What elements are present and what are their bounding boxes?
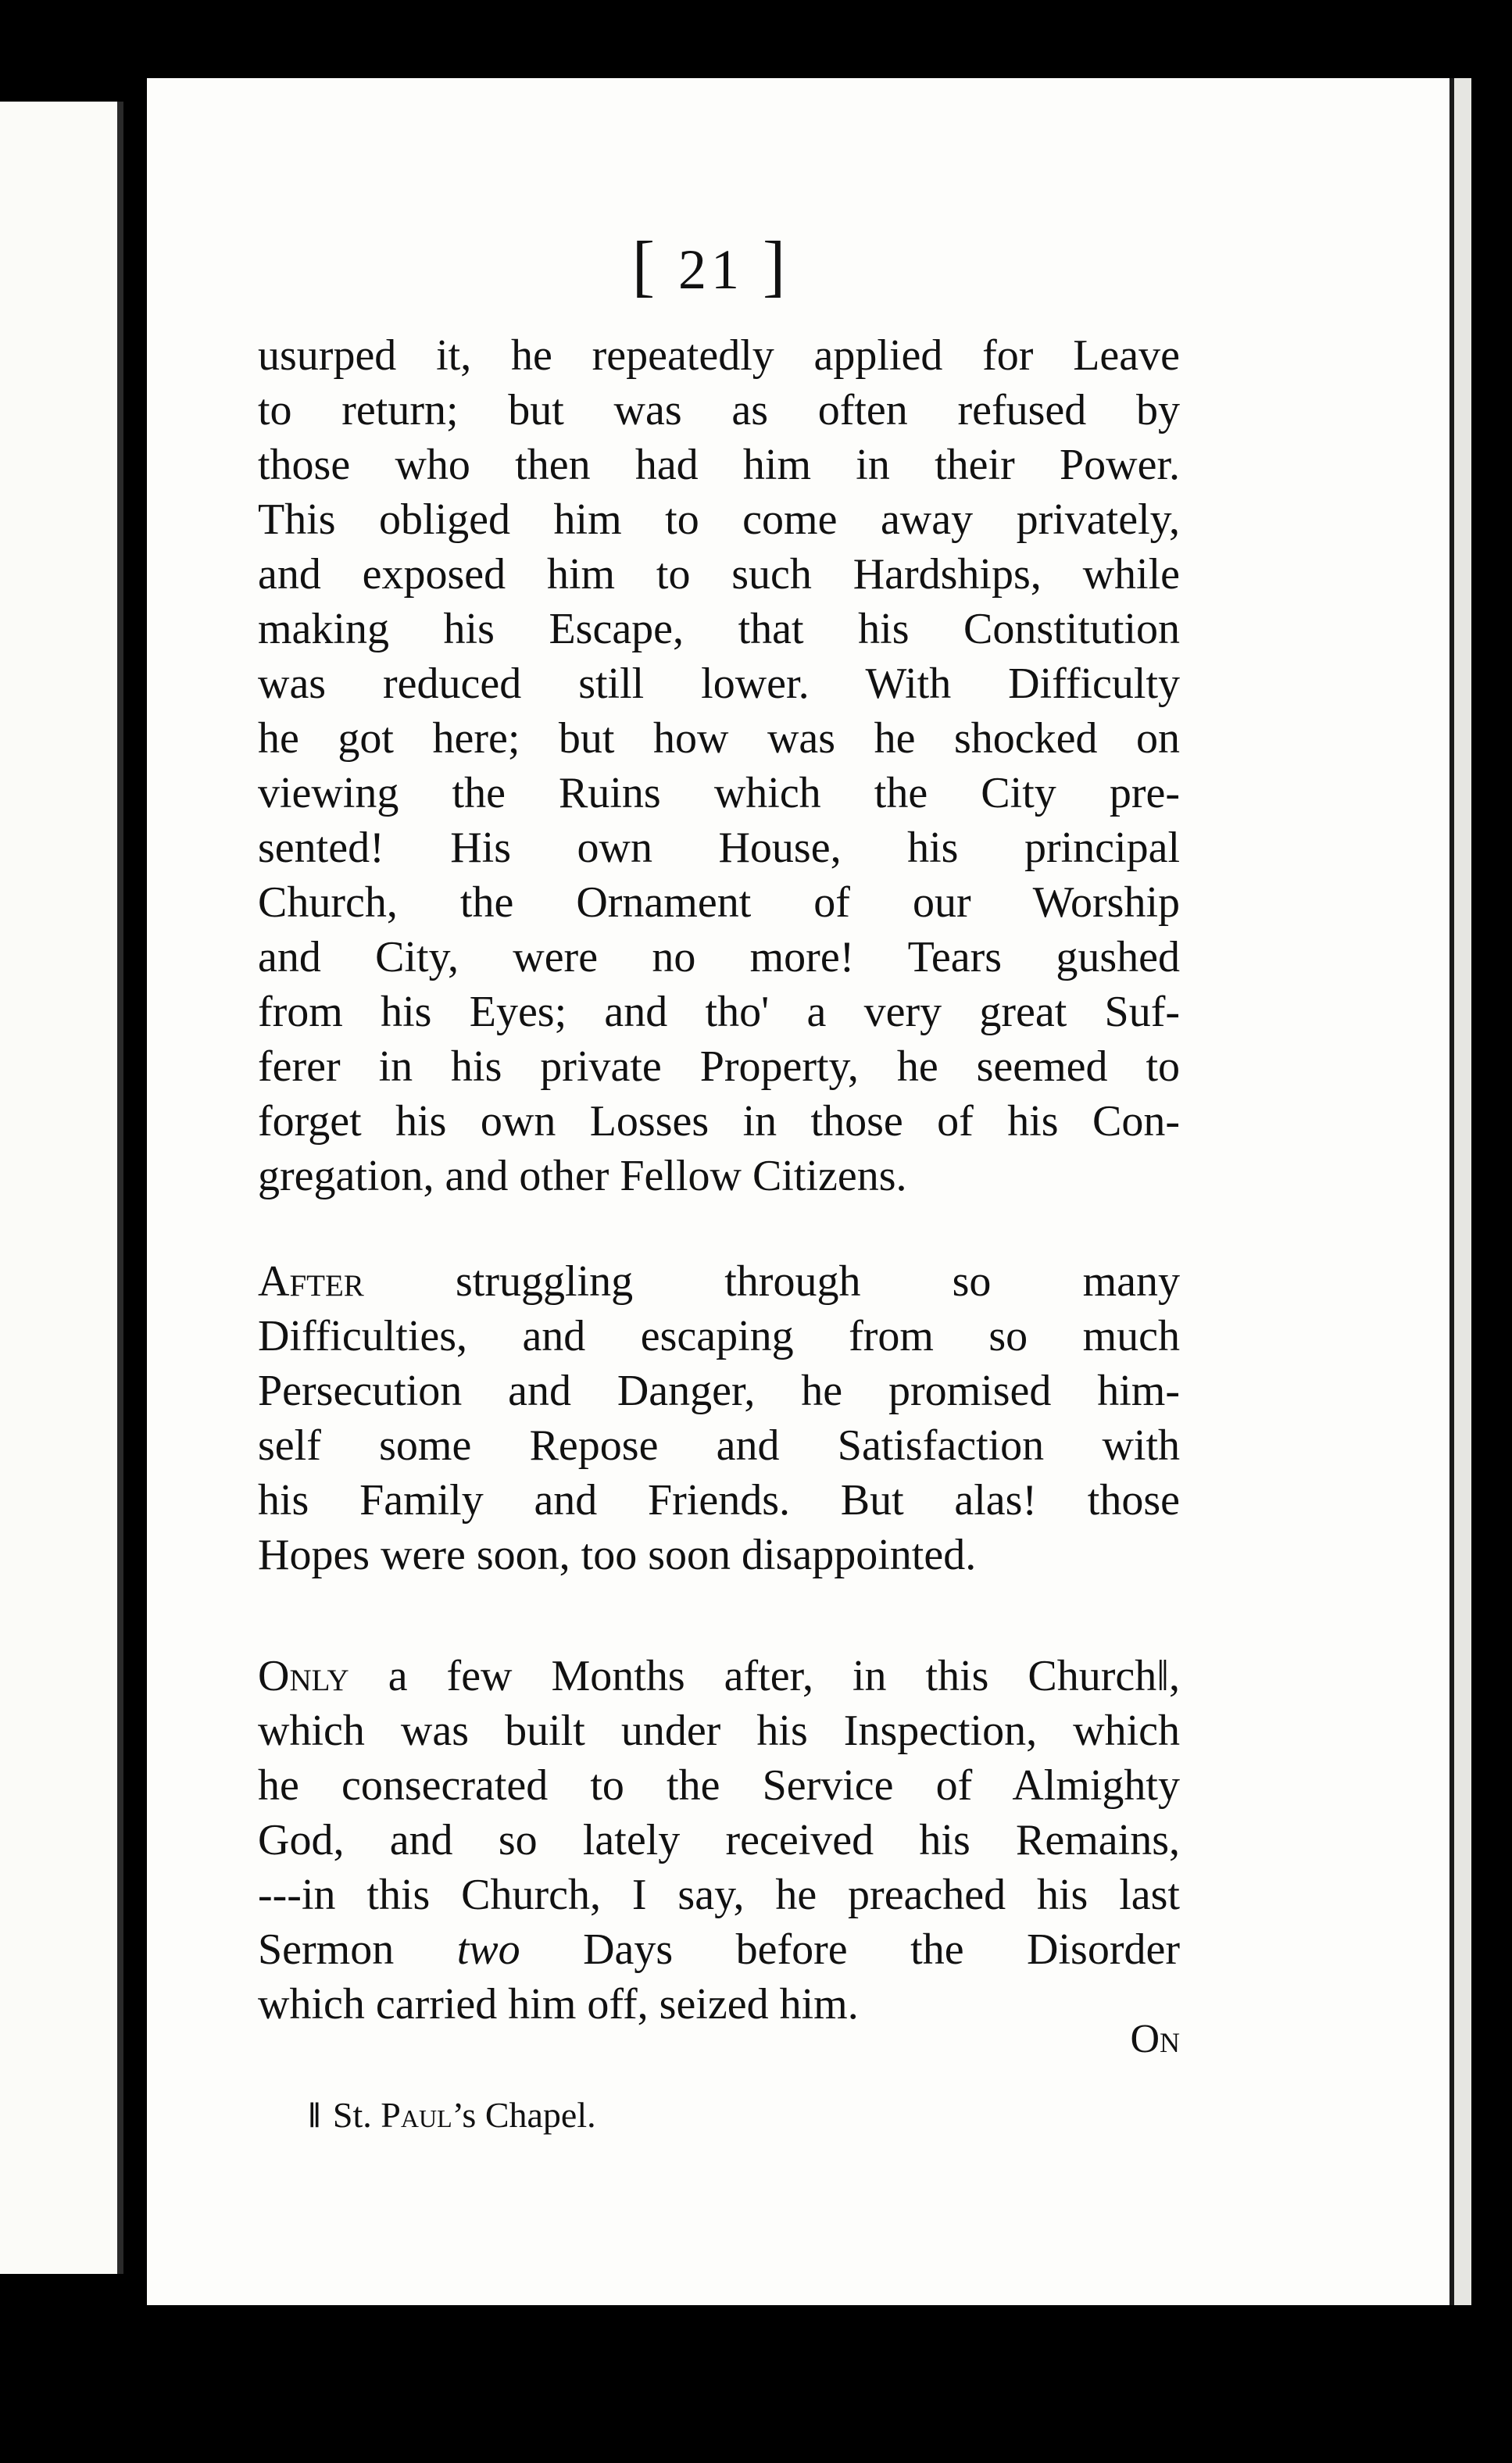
paragraph-first-line: [258, 1254, 1180, 1309]
page-number-value: 21: [678, 238, 744, 301]
text-line: Hopes were soon, too soon disappointed.: [258, 1531, 977, 1579]
text-line: he got here; but how was he shocked on: [258, 714, 1180, 763]
text-fragment: a few Months after, in this Church‖,: [349, 1652, 1180, 1700]
text-line: from his Eyes; and tho' a very great Suf-: [258, 988, 1180, 1036]
footnote-mark: ‖: [309, 2095, 320, 2135]
page-right-edge: [1449, 78, 1471, 2305]
text-line: which carried him off, seized him.: [258, 1980, 859, 2029]
text-line: This obliged him to come away privately,: [258, 495, 1180, 544]
text-line: Church, the Ornament of our Worship: [258, 878, 1180, 927]
text-line: gregation, and other Fellow Citizens.: [258, 1152, 907, 1200]
paragraph-first-line: [258, 1649, 1180, 1703]
text-line: and City, were no more! Tears gushed: [258, 933, 1180, 981]
text-line: sented! His own House, his principal: [258, 824, 1180, 872]
catchword: On: [1130, 2017, 1180, 2061]
open-bracket: [: [631, 228, 659, 304]
text-line: ---in this Church, I say, he preached his last: [258, 1871, 1180, 1919]
footnote: [309, 2094, 596, 2136]
text-line: he consecrated to the Service of Almighty: [258, 1761, 1180, 1810]
text-line: Difficulties, and escaping from so much: [258, 1312, 1180, 1360]
footnote-text: St.: [332, 2095, 381, 2135]
text-line: was reduced still lower. With Difficulty: [258, 660, 1180, 708]
text-line: to return; but was as often refused by: [258, 386, 1180, 434]
text-line: viewing the Ruins which the City pre-: [258, 769, 1180, 817]
sermon-line: [258, 1922, 1180, 1977]
text-line: self some Repose and Satisfaction with: [258, 1421, 1180, 1470]
page-gutter: [117, 102, 123, 2274]
footnote-name: Paul: [381, 2095, 452, 2135]
text-line: ferer in his private Property, he seemed to: [258, 1042, 1180, 1091]
text-line: and exposed him to such Hardships, while: [258, 550, 1180, 599]
previous-page-edge: [0, 102, 117, 2274]
paragraph-3: [258, 1649, 1180, 2032]
text-line: those who then had him in their Power.: [258, 441, 1180, 489]
text-line: Persecution and Danger, he promised him-: [258, 1367, 1180, 1415]
text-fragment: Days before the Disorder: [520, 1925, 1180, 1974]
paragraph-lead-word: Only: [258, 1652, 349, 1700]
text-line: making his Escape, that his Constitution: [258, 605, 1180, 653]
paragraph-lead-word: After: [258, 1257, 364, 1306]
text-fragment: Sermon: [258, 1925, 457, 1974]
text-line: his Family and Friends. But alas! those: [258, 1476, 1180, 1525]
paragraph-2: [258, 1254, 1180, 1582]
italic-word: two: [456, 1925, 520, 1974]
text-line: forget his own Losses in those of his Con-: [258, 1097, 1180, 1146]
text-fragment: struggling through so many: [363, 1257, 1180, 1306]
text-line: usurped it, he repeatedly applied for Leave: [258, 331, 1180, 380]
text-line: which was built under his Inspection, which: [258, 1707, 1180, 1755]
footnote-text: ’s Chapel.: [452, 2095, 596, 2135]
close-bracket: ]: [763, 228, 791, 304]
paragraph-1: [258, 328, 1180, 1203]
text-line: God, and so lately received his Remains,: [258, 1816, 1180, 1864]
page-number: [594, 227, 828, 306]
